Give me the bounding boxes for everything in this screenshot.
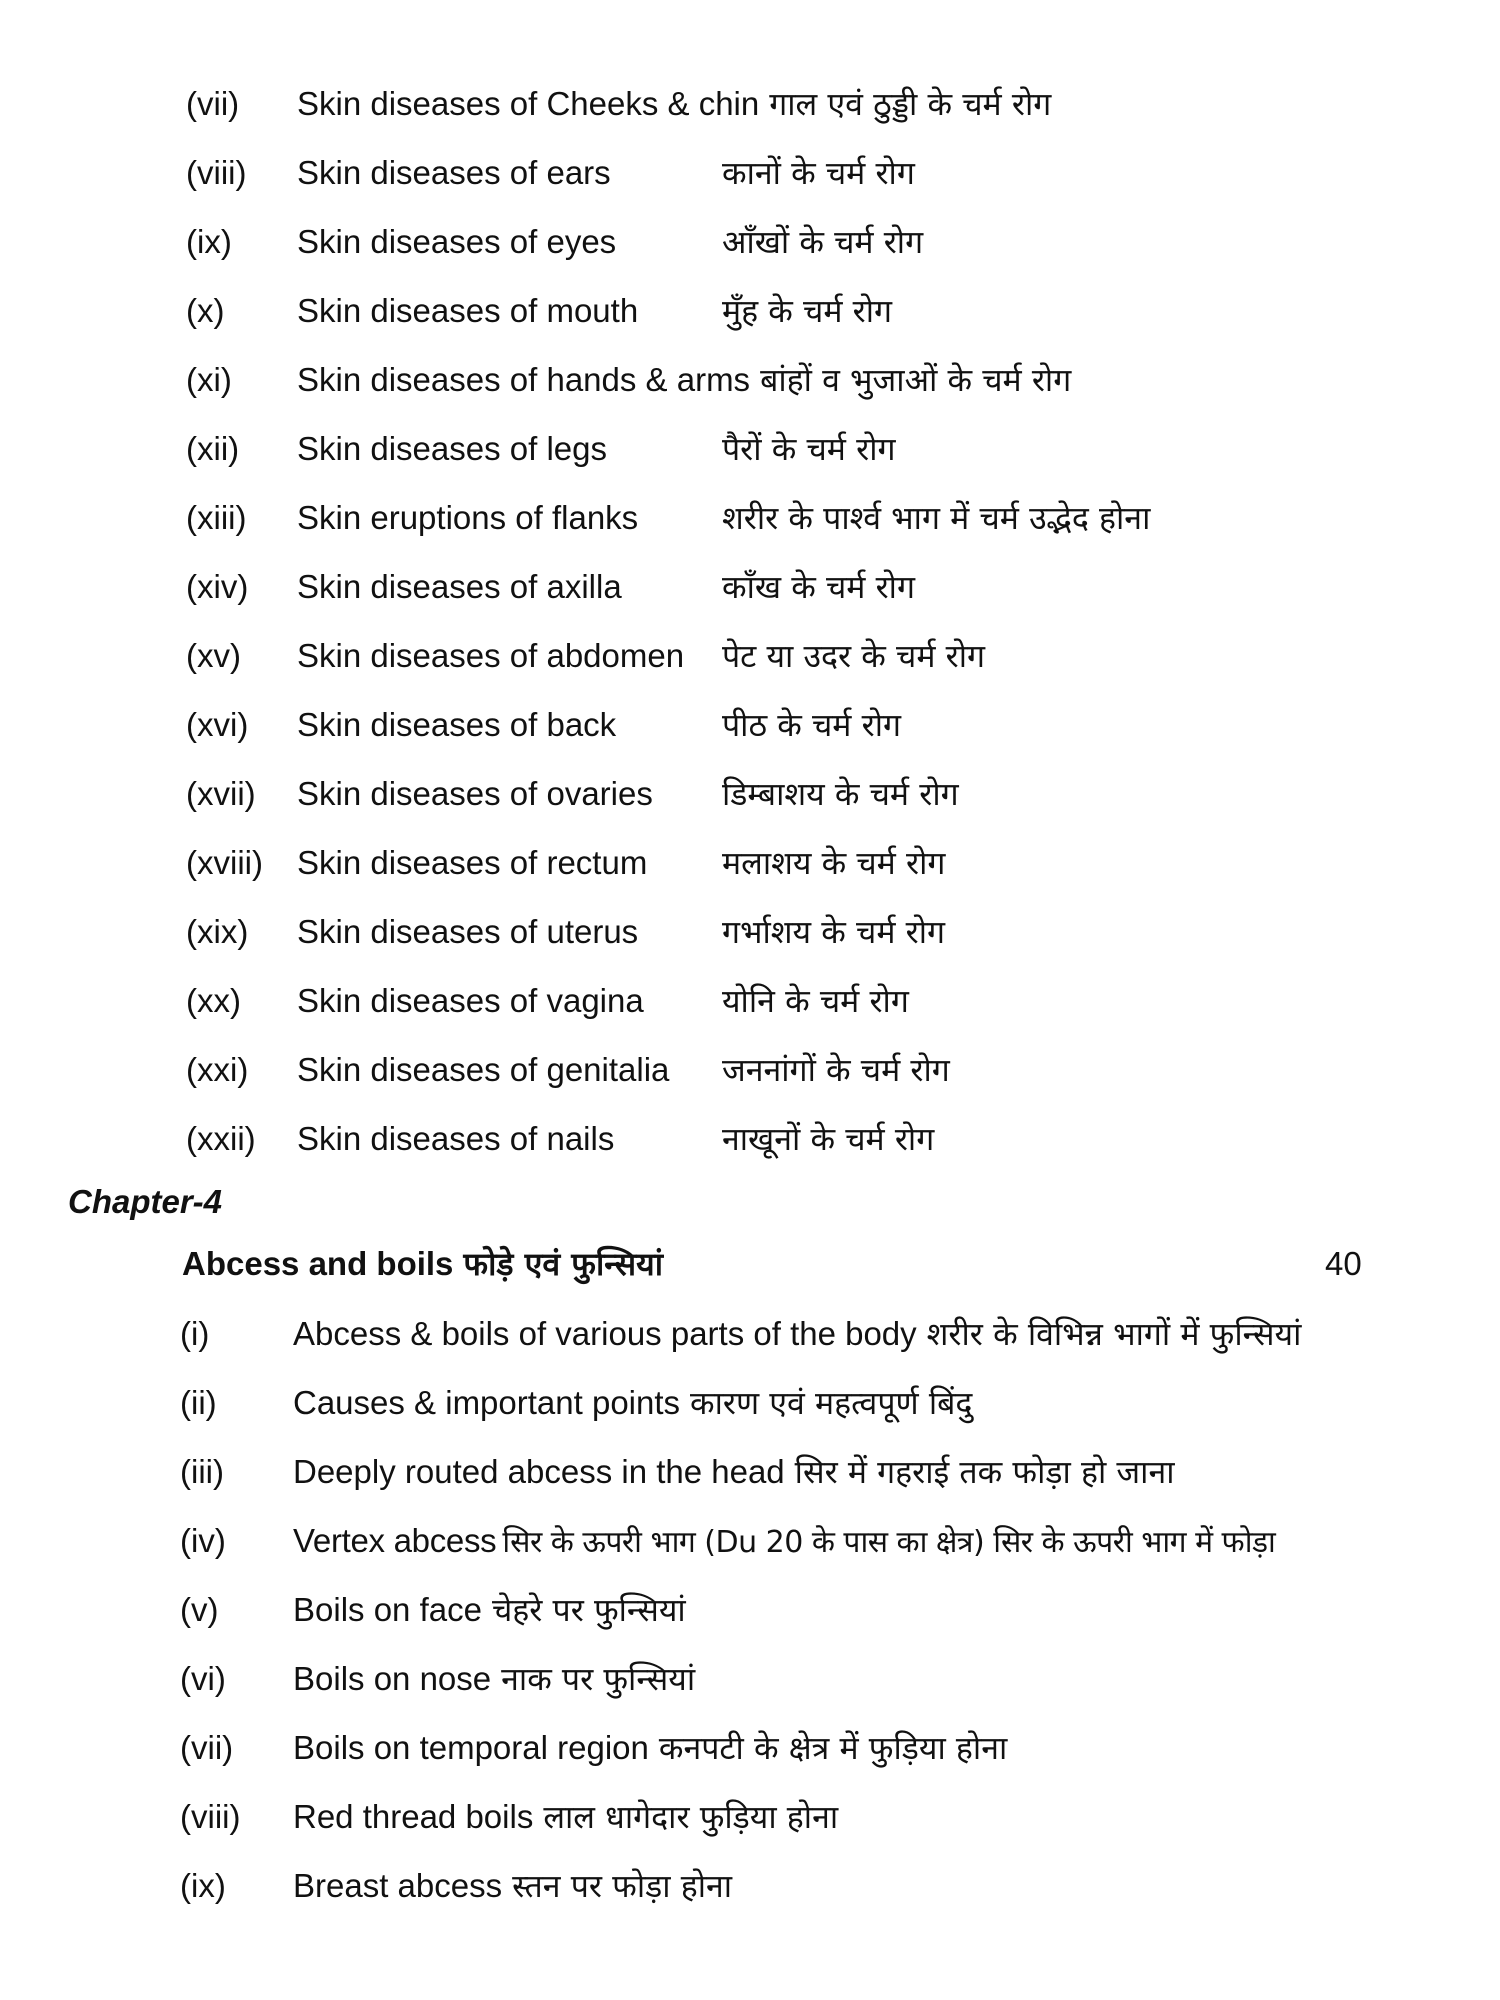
item-english-text: Vertex abcess सिर के ऊपरी भाग (Du 20 के पास का क्षेत्र) सिर के ऊपरी भाग में फोड़ा [293,1522,1276,1560]
item-number: (ix) [186,223,232,260]
item-hindi-text: कानों के चर्म रोग [722,154,915,192]
item-number: (x) [186,292,225,329]
item-hindi-text: गर्भाशय के चर्म रोग [722,913,946,951]
item-number: (xxi) [186,1051,249,1088]
item-english-text: Deeply routed abcess in the head सिर में गहराई तक फोड़ा हो जाना [293,1453,1175,1491]
item-number: (iv) [180,1522,226,1559]
item-english-text: Skin diseases of uterus [297,913,639,950]
item-number: (vii) [180,1729,234,1766]
item-hindi-text: चेहरे पर फुन्सियां [491,1591,686,1629]
item-english-text: Boils on nose नाक पर फुन्सियां [293,1660,696,1698]
item-number: (vi) [180,1660,226,1697]
list-item [0,141,1500,205]
item-english-text: Boils on face चेहरे पर फुन्सियां [293,1591,686,1629]
section-heading [182,1232,663,1296]
list-item [0,693,1500,757]
item-hindi-text: मलाशय के चर्म रोग [722,844,946,882]
item-number: (ii) [180,1384,217,1421]
item-number: (viii) [186,154,247,191]
item-hindi-text: कारण एवं महत्वपूर्ण बिंदु [690,1384,973,1422]
item-hindi-text: जननांगों के चर्म रोग [722,1051,950,1089]
item-english-text: Causes & important points कारण एवं महत्वपूर्ण बिंदु [293,1384,973,1422]
item-hindi-text: पेट या उदर के चर्म रोग [722,637,986,675]
item-english-text: Skin diseases of rectum [297,844,648,881]
item-number: (xix) [186,913,249,950]
item-english-text: Breast abcess स्तन पर फोड़ा होना [293,1867,733,1905]
item-hindi-text: बांहों व भुजाओं के चर्म रोग [760,361,1072,399]
list-item [0,1440,1500,1504]
item-english-text: Abcess & boils of various parts of the body शरीर के विभिन्न भागों में फुन्सियां [293,1315,1302,1353]
item-number: (xv) [186,637,241,674]
list-item [0,831,1500,895]
item-hindi-text: लाल धागेदार फुड़िया होना [543,1798,839,1836]
item-english-text: Skin diseases of ovaries [297,775,653,812]
item-english-text: Skin diseases of legs [297,430,608,467]
list-item [0,1302,1500,1366]
list-item [0,1578,1500,1642]
item-english-text: Skin diseases of abdomen [297,637,685,674]
item-english-text: Skin eruptions of flanks [297,499,639,536]
item-english-text: Skin diseases of hands & arms बांहों व भुजाओं के चर्म रोग [297,361,1072,399]
item-number: (xx) [186,982,241,1019]
item-english-text: Skin diseases of nails [297,1120,615,1157]
item-hindi-text: गाल एवं ठुड्डी के चर्म रोग [769,85,1052,123]
list-item [0,1647,1500,1711]
list-item [0,210,1500,274]
list-item [0,1038,1500,1102]
item-english-text: Boils on temporal region कनपटी के क्षेत्र में फुड़िया होना [293,1729,1008,1767]
item-hindi-text: स्तन पर फोड़ा होना [512,1867,733,1905]
item-number: (vii) [186,85,240,122]
list-item [0,1107,1500,1171]
item-number: (xiv) [186,568,249,605]
item-hindi-text: शरीर के पार्श्व भाग में चर्म उद्भेद होना [722,499,1151,537]
list-item [0,1371,1500,1435]
item-hindi-text: आँखों के चर्म रोग [722,223,924,261]
list-item [0,900,1500,964]
list-item [0,72,1500,136]
item-english-text: Skin diseases of ears [297,154,611,191]
item-hindi-text: नाक पर फुन्सियां [501,1660,696,1698]
item-number: (iii) [180,1453,224,1490]
item-english-text: Red thread boils लाल धागेदार फुड़िया होना [293,1798,839,1836]
item-number: (xvii) [186,775,256,812]
item-english-text: Skin diseases of eyes [297,223,617,260]
list-item [0,279,1500,343]
item-english-text: Skin diseases of mouth [297,292,639,329]
item-number: (xii) [186,430,240,467]
item-hindi-text: काँख के चर्म रोग [722,568,915,606]
item-number: (ix) [180,1867,226,1904]
item-number: (xxii) [186,1120,256,1157]
chapter-label: Chapter-4 [68,1183,223,1220]
item-hindi-text: सिर के ऊपरी भाग (Du 20 के पास का क्षेत्र) सिर के ऊपरी भाग में फोड़ा [502,1525,1276,1560]
item-english-text: Skin diseases of vagina [297,982,644,1019]
item-number: (viii) [180,1798,241,1835]
list-item [0,348,1500,412]
list-item [0,969,1500,1033]
item-hindi-text: शरीर के विभिन्न भागों में फुन्सियां [926,1315,1302,1353]
item-number: (xviii) [186,844,263,881]
list-item [0,486,1500,550]
item-hindi-text: नाखूनों के चर्म रोग [722,1120,935,1158]
list-item [0,762,1500,826]
item-english-text: Skin diseases of back [297,706,617,743]
list-item [0,1854,1500,1918]
item-hindi-text: कनपटी के क्षेत्र में फुड़िया होना [658,1729,1008,1767]
list-item [0,624,1500,688]
page-number: 40 [1325,1245,1362,1282]
item-english-text: Skin diseases of axilla [297,568,622,605]
item-hindi-text: सिर में गहराई तक फोड़ा हो जाना [794,1453,1175,1491]
section-title-hindi: फोड़े एवं फुन्सियां [463,1245,664,1283]
item-number: (xiii) [186,499,247,536]
list-item [0,1785,1500,1849]
item-number: (xvi) [186,706,249,743]
list-item [0,417,1500,481]
list-item [0,1509,1500,1573]
item-hindi-text: मुँह के चर्म रोग [722,292,893,330]
item-english-text: Skin diseases of genitalia [297,1051,670,1088]
item-hindi-text: योनि के चर्म रोग [722,982,909,1020]
item-hindi-text: डिम्बाशय के चर्म रोग [722,775,959,813]
section-title-english: Abcess and boils [182,1245,454,1282]
item-hindi-text: पीठ के चर्म रोग [722,706,901,744]
list-item [0,555,1500,619]
item-number: (xi) [186,361,232,398]
item-english-text: Skin diseases of Cheeks & chin गाल एवं ठुड्डी के चर्म रोग [297,85,1052,123]
item-number: (v) [180,1591,219,1628]
list-item [0,1716,1500,1780]
item-number: (i) [180,1315,210,1352]
item-hindi-text: पैरों के चर्म रोग [722,430,896,468]
